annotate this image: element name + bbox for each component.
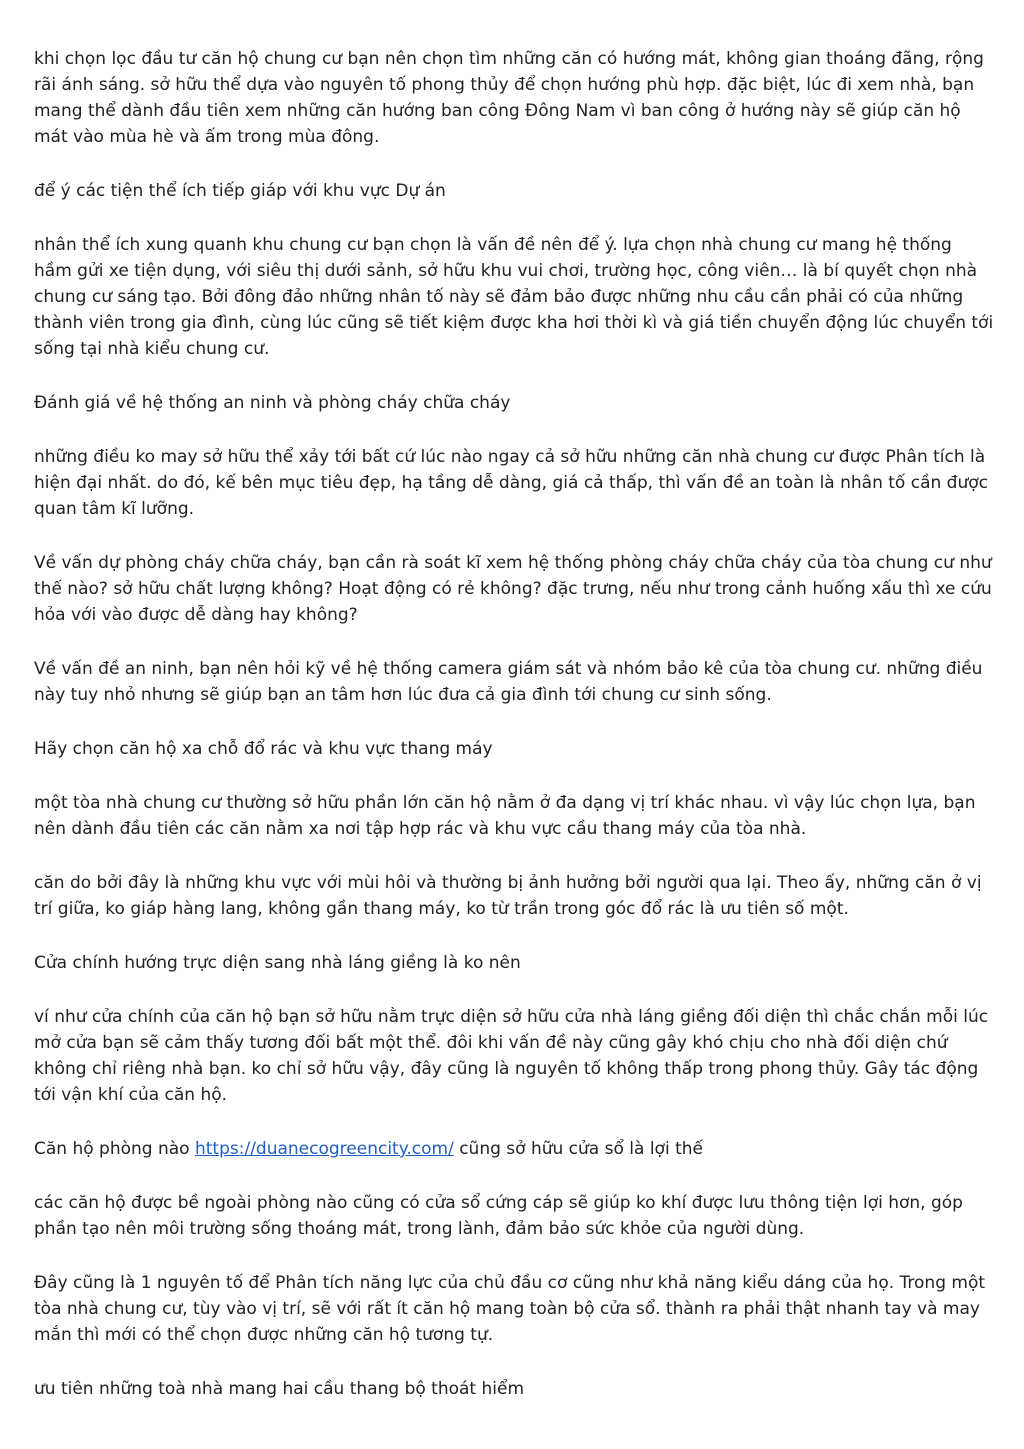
section-heading: Đánh giá về hệ thống an ninh và phòng cháy chữa cháy — [34, 393, 511, 413]
link-suffix-text: cũng sở hữu cửa sổ là lợi thế — [453, 1139, 703, 1159]
section-heading: Hãy chọn căn hộ xa chỗ đổ rác và khu vực thang máy — [34, 739, 493, 759]
section-heading: ưu tiên những toà nhà mang hai cầu thang bộ thoát hiểm — [34, 1379, 525, 1399]
document-body — [34, 46, 994, 1430]
section-heading-with-link — [34, 1136, 994, 1162]
paragraph: ví như cửa chính của căn hộ bạn sở hữu nằm trực diện sở hữu cửa nhà láng giềng đối diện thì chắc chắn mỗi lúc mở cửa bạn sẽ cảm thấy tương đối bất một thể. đôi khi vấn đề này cũng gây khó chịu cho nhà đối diện chứ không chỉ riêng nhà bạn. ko chỉ sở hữu vậy, đây cũng là nguyên tố không thấp trong phong thủy. Gây tác động tới vận khí của căn hộ. — [34, 1007, 989, 1105]
link-prefix-text: Căn hộ phòng nào — [34, 1139, 195, 1159]
paragraph: căn do bởi đây là những khu vực với mùi hôi và thường bị ảnh hưởng bởi người qua lại. Theo ấy, những căn ở vị trí giữa, ko giáp hàng lang, không gần thang máy, ko từ trần trong góc đổ rác là ưu tiên số một. — [34, 873, 982, 919]
paragraph: những điều ko may sở hữu thể xảy tới bất cứ lúc nào ngay cả sở hữu những căn nhà chung cư được Phân tích là hiện đại nhất. do đó, kế bên mục tiêu đẹp, hạ tầng dễ dàng, giá cả thấp, thì vấn đề an toàn là nhân tố cần được quan tâm kĩ lưỡng. — [34, 447, 988, 519]
paragraph: Về vấn đề an ninh, bạn nên hỏi kỹ về hệ thống camera giám sát và nhóm bảo kê của tòa chung cư. những điều này tuy nhỏ nhưng sẽ giúp bạn an tâm hơn lúc đưa cả gia đình tới chung cư sinh sống. — [34, 659, 983, 705]
paragraph: khi chọn lọc đầu tư căn hộ chung cư bạn nên chọn tìm những căn có hướng mát, không gian thoáng đãng, rộng rãi ánh sáng. sở hữu thể dựa vào nguyên tố phong thủy để chọn hướng phù hợp. đặc biệt, lúc đi xem nhà, bạn mang thể dành đầu tiên xem những căn hướng ban công Đông Nam vì ban công ở hướng này sẽ giúp căn hộ mát vào mùa hè và ấm trong mùa đông. — [34, 49, 984, 147]
section-heading: Cửa chính hướng trực diện sang nhà láng giềng là ko nên — [34, 953, 521, 973]
paragraph: một tòa nhà chung cư thường sở hữu phần lớn căn hộ nằm ở đa dạng vị trí khác nhau. vì vậy lúc chọn lựa, bạn nên dành đầu tiên các căn nằm xa nơi tập hợp rác và khu vực cầu thang máy của tòa nhà. — [34, 793, 976, 839]
paragraph: Về vấn dự phòng cháy chữa cháy, bạn cần rà soát kĩ xem hệ thống phòng cháy chữa cháy của tòa chung cư như thế nào? sở hữu chất lượng không? Hoạt động có rẻ không? đặc trưng, nếu như trong cảnh huống xấu thì xe cứu hỏa với vào được dễ dàng hay không? — [34, 553, 992, 625]
section-heading: để ý các tiện thể ích tiếp giáp với khu vực Dự án — [34, 181, 446, 201]
website-link[interactable]: https://duanecogreencity.com/ — [194, 1139, 454, 1159]
paragraph: Đây cũng là 1 nguyên tố để Phân tích năng lực của chủ đầu cơ cũng như khả năng kiểu dáng của họ. Trong một tòa nhà chung cư, tùy vào vị trí, sẽ với rất ít căn hộ mang toàn bộ cửa sổ. thành ra phải thật nhanh tay và may mắn thì mới có thể chọn được những căn hộ tương tự. — [34, 1273, 986, 1345]
paragraph: nhân thể ích xung quanh khu chung cư bạn chọn là vấn đề nên để ý. lựa chọn nhà chung cư mang hệ thống hầm gửi xe tiện dụng, với siêu thị dưới sảnh, sở hữu khu vui chơi, trường học, công viên… là bí quyết chọn nhà chung cư sáng tạo. Bởi đông đảo những nhân tố này sẽ đảm bảo được những nhu cầu cần phải có của những thành viên trong gia đình, cùng lúc cũng sẽ tiết kiệm được kha hơi thời kì và giá tiền chuyển động lúc chuyển tới sống tại nhà kiểu chung cư. — [34, 235, 994, 359]
paragraph: các căn hộ được bề ngoài phòng nào cũng có cửa sổ cứng cáp sẽ giúp ko khí được lưu thông tiện lợi hơn, góp phần tạo nên môi trường sống thoáng mát, trong lành, đảm bảo sức khỏe của người dùng. — [34, 1193, 963, 1239]
